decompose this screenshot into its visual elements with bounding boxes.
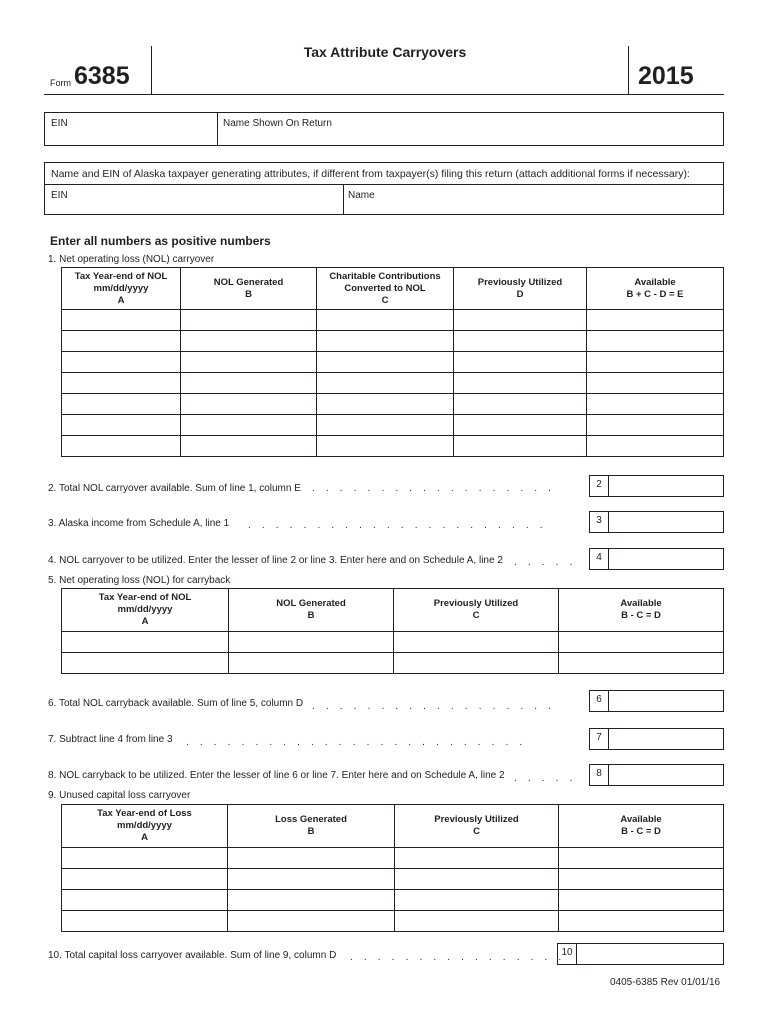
capital-cell[interactable] — [62, 848, 227, 868]
alaska-taxpayer-box — [44, 162, 724, 215]
carryback-cell[interactable] — [559, 653, 723, 673]
carryback-col-b-header: NOL Generated B — [229, 589, 394, 632]
nol-cell[interactable] — [181, 310, 316, 330]
nol-cell[interactable] — [587, 331, 723, 351]
alaska-name-label: Name — [348, 190, 375, 201]
line3-number: 3 — [590, 512, 609, 532]
alaska-taxpayer-rule — [45, 184, 723, 185]
carryback-cell[interactable] — [229, 632, 393, 652]
line10-number: 10 — [558, 944, 577, 964]
nol-cell[interactable] — [181, 394, 316, 414]
line7-box — [589, 728, 724, 750]
table-row — [62, 848, 724, 869]
table-row — [62, 436, 724, 457]
taxpayer-name-label: Name Shown On Return — [223, 118, 332, 129]
capital-cell[interactable] — [228, 869, 394, 889]
line2-box — [589, 475, 724, 497]
carryback-cell[interactable] — [394, 653, 558, 673]
nol-col-a-header: Tax Year-end of NOL mm/dd/yyyy A — [62, 268, 181, 310]
nol-cell[interactable] — [454, 415, 586, 435]
capital-col-a-header: Tax Year-end of Loss mm/dd/yyyy A — [62, 805, 228, 848]
carryback-cell[interactable] — [62, 653, 228, 673]
line8-text: 8. NOL carryback to be utilized. Enter the lesser of line 6 or line 7. Enter here and on Schedule A, line 2 — [48, 770, 505, 781]
line3-text: 3. Alaska income from Schedule A, line 1 — [48, 518, 230, 529]
capital-cell[interactable] — [395, 848, 558, 868]
nol-carryover-table — [61, 267, 724, 457]
capital-loss-table — [61, 804, 724, 932]
capital-cell[interactable] — [228, 890, 394, 910]
nol-cell[interactable] — [587, 310, 723, 330]
nol-col-e-header: Available B + C - D = E — [587, 268, 724, 310]
capital-cell[interactable] — [228, 848, 394, 868]
form-number: 6385 — [74, 62, 130, 90]
alaska-divider — [343, 184, 344, 215]
nol-cell[interactable] — [317, 310, 453, 330]
nol-cell[interactable] — [454, 436, 586, 456]
line2-number: 2 — [590, 476, 609, 496]
line7-text: 7. Subtract line 4 from line 3 — [48, 734, 173, 745]
line4-number: 4 — [590, 549, 609, 569]
line8-input[interactable] — [609, 765, 723, 785]
line10-input[interactable] — [577, 944, 723, 964]
line6-leader: . . . . . . . . . . . . . . . . . . — [312, 701, 551, 712]
carryback-cell[interactable] — [62, 632, 228, 652]
capital-cell[interactable] — [395, 911, 558, 931]
carryback-col-c-header: Previously Utilized C — [394, 589, 559, 632]
nol-cell[interactable] — [454, 373, 586, 393]
alaska-ein-label: EIN — [51, 190, 68, 201]
capital-col-d-header: Available B - C = D — [559, 805, 724, 848]
line4-leader: . . . . . — [514, 557, 573, 568]
header-divider-right — [628, 46, 629, 94]
taxpayer-ein-label: EIN — [51, 118, 68, 129]
line6-text: 6. Total NOL carryback available. Sum of line 5, column D — [48, 698, 304, 709]
nol-cell[interactable] — [454, 394, 586, 414]
table-row — [62, 373, 724, 394]
nol-cell[interactable] — [317, 352, 453, 372]
section5-label: 5. Net operating loss (NOL) for carryback — [48, 575, 231, 586]
capital-cell[interactable] — [62, 869, 227, 889]
line7-leader: . . . . . . . . . . . . . . . . . . . . . . . . . — [186, 737, 523, 748]
nol-cell[interactable] — [62, 436, 180, 456]
nol-cell[interactable] — [181, 436, 316, 456]
line4-input[interactable] — [609, 549, 723, 569]
alaska-ein-input[interactable] — [47, 199, 341, 214]
capital-cell[interactable] — [559, 911, 723, 931]
alaska-taxpayer-instruction: Name and EIN of Alaska taxpayer generating attributes, if different from taxpayer(s) filing this return (attach additional forms if necessary): — [51, 168, 690, 180]
header-rule — [44, 94, 724, 95]
line2-leader: . . . . . . . . . . . . . . . . . . — [312, 483, 551, 494]
table-row — [62, 331, 724, 352]
line10-box — [557, 943, 724, 965]
form-year: 2015 — [638, 62, 694, 90]
table-row — [62, 310, 724, 331]
form-label: Form — [50, 78, 71, 88]
table-row — [62, 869, 724, 890]
nol-col-c-header: Charitable Contributions Converted to NOL C — [317, 268, 454, 310]
alaska-name-input[interactable] — [345, 199, 721, 214]
instruction-heading: Enter all numbers as positive numbers — [50, 234, 271, 248]
capital-cell[interactable] — [395, 890, 558, 910]
nol-cell[interactable] — [317, 373, 453, 393]
nol-cell[interactable] — [317, 331, 453, 351]
nol-cell[interactable] — [181, 331, 316, 351]
taxpayer-info-box — [44, 112, 724, 146]
carryback-col-d-header: Available B - C = D — [559, 589, 724, 632]
nol-cell[interactable] — [454, 331, 586, 351]
line7-number: 7 — [590, 729, 609, 749]
line10-leader: . . . . . . . . . . . . . . . . — [350, 952, 562, 963]
nol-cell[interactable] — [62, 352, 180, 372]
nol-cell[interactable] — [587, 352, 723, 372]
nol-cell[interactable] — [181, 415, 316, 435]
table-row — [62, 890, 724, 911]
nol-cell[interactable] — [587, 436, 723, 456]
line8-box — [589, 764, 724, 786]
nol-cell[interactable] — [181, 373, 316, 393]
nol-cell[interactable] — [587, 415, 723, 435]
carryback-cell[interactable] — [229, 653, 393, 673]
nol-cell[interactable] — [317, 436, 453, 456]
line4-text: 4. NOL carryover to be utilized. Enter the lesser of line 2 or line 3. Enter here and on Schedule A, line 2 — [48, 555, 503, 566]
form-header — [0, 0, 770, 100]
taxpayer-divider — [217, 113, 218, 145]
carryback-cell[interactable] — [559, 632, 723, 652]
capital-cell[interactable] — [559, 869, 723, 889]
line10-text: 10. Total capital loss carryover available. Sum of line 9, column D — [48, 950, 337, 961]
nol-cell[interactable] — [62, 310, 180, 330]
nol-cell[interactable] — [454, 310, 586, 330]
line6-number: 6 — [590, 691, 609, 711]
table-row — [62, 653, 724, 674]
nol-cell[interactable] — [454, 352, 586, 372]
carryback-cell[interactable] — [394, 632, 558, 652]
nol-carryback-table — [61, 588, 724, 674]
taxpayer-ein-input[interactable] — [47, 129, 215, 145]
line2-text: 2. Total NOL carryover available. Sum of line 1, column E — [48, 483, 301, 494]
capital-cell[interactable] — [228, 911, 394, 931]
nol-cell[interactable] — [317, 394, 453, 414]
capital-col-b-header: Loss Generated B — [228, 805, 395, 848]
table-row — [62, 415, 724, 436]
nol-cell[interactable] — [181, 352, 316, 372]
capital-cell[interactable] — [559, 890, 723, 910]
table-row — [62, 632, 724, 653]
nol-cell[interactable] — [62, 394, 180, 414]
nol-col-b-header: NOL Generated B — [181, 268, 317, 310]
nol-cell[interactable] — [62, 331, 180, 351]
nol-col-d-header: Previously Utilized D — [454, 268, 587, 310]
table-row — [62, 911, 724, 932]
line3-input[interactable] — [609, 512, 723, 532]
line8-leader: . . . . . — [514, 773, 573, 784]
line7-input[interactable] — [609, 729, 723, 749]
table-row — [62, 352, 724, 373]
capital-cell[interactable] — [62, 911, 227, 931]
capital-cell[interactable] — [559, 848, 723, 868]
taxpayer-name-input[interactable] — [221, 129, 721, 145]
line4-box — [589, 548, 724, 570]
section9-label: 9. Unused capital loss carryover — [48, 790, 191, 801]
nol-cell[interactable] — [62, 415, 180, 435]
line8-number: 8 — [590, 765, 609, 785]
line3-leader: . . . . . . . . . . . . . . . . . . . . . . — [248, 520, 543, 531]
form-revision: 0405-6385 Rev 01/01/16 — [610, 977, 721, 988]
form-title: Tax Attribute Carryovers — [303, 44, 467, 60]
carryback-col-a-header: Tax Year-end of NOL mm/dd/yyyy A — [62, 589, 229, 632]
capital-cell[interactable] — [62, 890, 227, 910]
table-row — [62, 394, 724, 415]
line6-box — [589, 690, 724, 712]
nol-cell[interactable] — [317, 415, 453, 435]
capital-cell[interactable] — [395, 869, 558, 889]
line6-input[interactable] — [609, 691, 723, 711]
line3-box — [589, 511, 724, 533]
line2-input[interactable] — [609, 476, 723, 496]
nol-cell[interactable] — [587, 394, 723, 414]
nol-cell[interactable] — [62, 373, 180, 393]
section1-label: 1. Net operating loss (NOL) carryover — [48, 254, 215, 265]
nol-cell[interactable] — [587, 373, 723, 393]
capital-col-c-header: Previously Utilized C — [395, 805, 559, 848]
